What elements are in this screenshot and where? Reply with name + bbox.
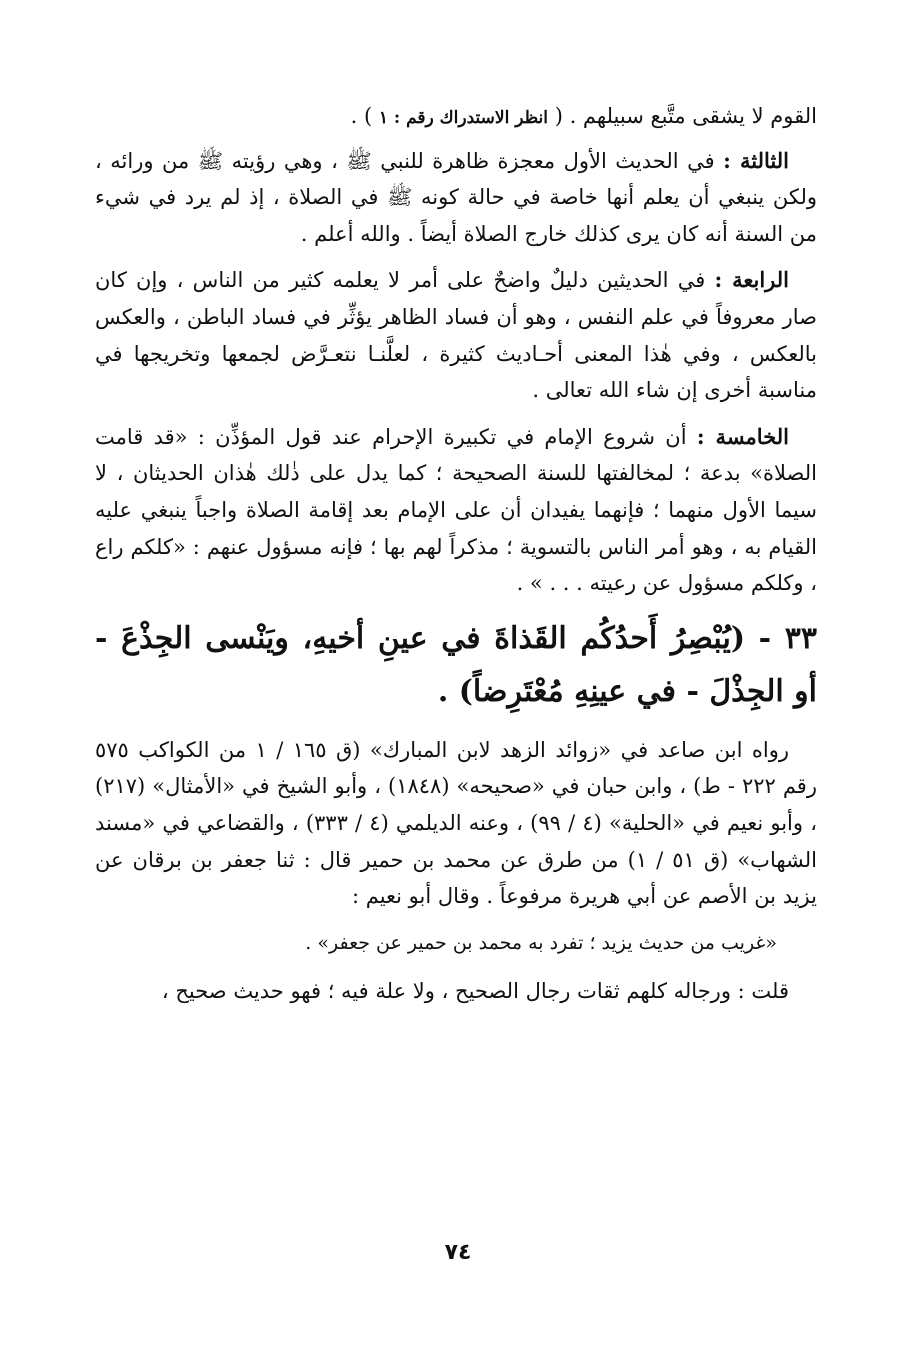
paragraph-text: أن شروع الإمام في تكبيرة الإحرام عند قول المؤذِّن : «قد قامت الصلاة» بدعة ؛ لمخالفتها للسنة الصحيحة ؛ كما يدل على ذٰلك هٰذان الحديثان ، لا سيما الأول منهما ؛ فإنهما يفيدان أن على الإمام بعد إقامة الصلاة واجباً ينبغي عليه القيام به ، وهو أمر الناس بالتسوية ؛ مذكراً لهم بها ؛ فإنه مسؤول عنهم : «كلكم راع ، وكلكم مسؤول عن رعيته . . . » . [95,424,817,596]
page-body [95,98,817,1019]
hadith-heading: ٣٣ - (يُبْصِرُ أَحدُكُم القَذاةَ في عينِ أخيهِ، ويَنْسى الجِذْعَ - أو الجِذْلَ - في عينِهِ مُعْتَرِضاً) . [95,620,817,709]
quoted-statement: «غريب من حديث يزيد ؛ تفرد به محمد بن حمير عن جعفر» . [305,931,777,954]
paragraph-text: في الحديثين دليلٌ واضحٌ على أمر لا يعلمه كثير من الناس ، وإن كان صار معروفاً في علم النفس ، وهو أن فساد الظاهر يؤثِّر في فساد الباطن ، والعكس بالعكس ، وفي هٰذا المعنى أحـاديث كثيرة ، لعلَّنـا نتعـرَّض لجمعها وتخريجها في مناسبة أخرى إن شاء الله تعالى . [95,268,817,403]
paragraph-text: رواه ابن صاعد في «زوائد الزهد لابن المبارك» (ق ١٦٥ / ١ من الكواكب ٥٧٥ رقم ٢٢٢ - ط) ، وابن حبان في «صحيحه» (١٨٤٨) ، وأبو الشيخ في «الأمثال» (٢١٧) ، وأبو نعيم في «الحلية» (٤ / ٩٩) ، وعنه الديلمي (٤ / ٣٣٣) ، والقضاعي في «مسند الشهاب» (ق ٥١ / ١) من طرق عن محمد بن حمير قال : ثنا جعفر بن برقان عن يزيد بن الأصم عن أبي هريرة مرفوعاً . وقال أبو نعيم : [95,737,817,909]
paragraph-text: القوم لا يشقى متَّبع سبيلهم . ( [554,104,817,128]
point-label: الرابعة : [714,267,789,293]
point-label: الثالثة : [723,147,789,173]
paragraph-fourth-point [95,262,817,408]
addendum-note: انظر الاستدراك رقم : ١ [378,108,549,128]
paragraph-continuation [95,98,817,137]
paragraph-text: في الحديث الأول معجزة ظاهرة للنبي ﷺ ، وهي رؤيته ﷺ من ورائه ، ولكن ينبغي أن يعلم أنها خاصة في حالة كونه ﷺ في الصلاة ، إذ لم يرد في شيء من السنة أنه كان يرى كذلك خارج الصلاة أيضاً . والله أعلم . [95,148,817,246]
paragraph-conclusion [95,973,817,1010]
point-label: الخامسة : [696,423,789,449]
paragraph-third-point [95,143,817,253]
paragraph-fifth-point [95,419,817,602]
paragraph-tail: ) . [350,104,373,128]
paragraph-takhrij [95,732,817,915]
page-number: ٧٤ [444,1240,472,1265]
paragraph-text: قلت : ورجاله كلهم ثقات رجال الصحيح ، ولا علة فيه ؛ فهو حديث صحيح ، [161,978,789,1003]
